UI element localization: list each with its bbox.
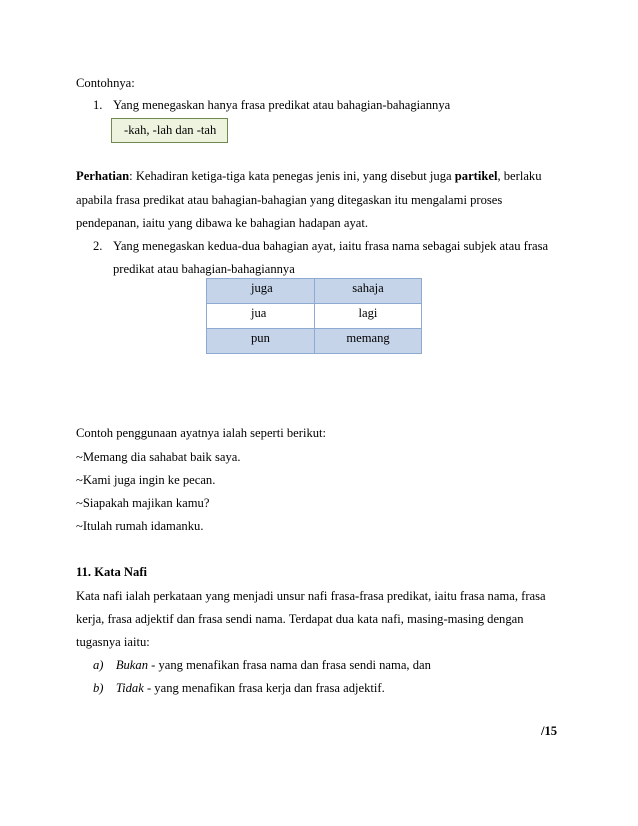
list-text: - yang menafikan frasa kerja dan frasa adjektif. (143, 681, 385, 695)
particles-table (206, 278, 422, 354)
note-bold-partikel: partikel (454, 169, 498, 183)
list-term: Bukan (115, 658, 148, 672)
list-marker: a) (93, 658, 104, 672)
section-11-heading: 11. Kata Nafi (76, 565, 148, 579)
list-item (93, 658, 431, 673)
example-item: ~Itulah rumah idamanku. (76, 519, 204, 533)
section-11-line-1: Kata nafi ialah perkataan yang menjadi unsur nafi frasa-frasa predikat, iaitu frasa nama, frasa (76, 589, 546, 603)
item-2-line-1: Yang menegaskan kedua-dua bahagian ayat, iaitu frasa nama sebagai subjek atau frasa (113, 239, 549, 253)
table-row (207, 329, 422, 354)
particle-box-kah-lah-tah: -kah, -lah dan -tah (111, 118, 228, 143)
item-2-number: 2. (93, 239, 103, 253)
note-line-2: apabila frasa predikat atau bahagian-bahagian yang ditegaskan itu mengalami proses (76, 193, 503, 207)
table-cell: sahaja (315, 279, 422, 304)
example-item: ~Kami juga ingin ke pecan. (76, 473, 216, 487)
table-row (207, 304, 422, 329)
examples-intro: Contoh penggunaan ayatnya ialah seperti berikut: (76, 426, 327, 440)
note-label: Perhatian (76, 169, 130, 183)
table-cell: jua (207, 304, 315, 329)
list-text: - yang menafikan frasa nama dan frasa sendi nama, dan (148, 658, 431, 672)
example-item: ~Siapakah majikan kamu? (76, 496, 210, 510)
note-text-a: : Kehadiran ketiga-tiga kata penegas jenis ini, yang disebut juga (129, 169, 455, 183)
list-marker: b) (93, 681, 104, 695)
page-number: /15 (541, 724, 558, 738)
item-1-number: 1. (93, 98, 103, 112)
contohnya-label: Contohnya: (76, 76, 135, 90)
note-line-3: pendepanan, iaitu yang dibawa ke bahagian hadapan ayat. (76, 216, 368, 230)
list-item (93, 681, 385, 696)
note-text-b: , berlaku (497, 169, 542, 183)
section-11-line-3: tugasnya iaitu: (76, 635, 150, 649)
item-1-text: Yang menegaskan hanya frasa predikat atau bahagian-bahagiannya (113, 98, 451, 112)
note-line-1 (76, 169, 542, 184)
table-row (207, 279, 422, 304)
item-2-line-2: predikat atau bahagian-bahagiannya (113, 262, 295, 276)
table-cell: pun (207, 329, 315, 354)
example-item: ~Memang dia sahabat baik saya. (76, 450, 241, 464)
list-term: Tidak (115, 681, 144, 695)
table-cell: lagi (315, 304, 422, 329)
table-cell: juga (207, 279, 315, 304)
section-11-line-2: kerja, frasa adjektif dan frasa sendi nama. Terdapat dua kata nafi, masing-masing dengan (76, 612, 524, 626)
table-cell: memang (315, 329, 422, 354)
